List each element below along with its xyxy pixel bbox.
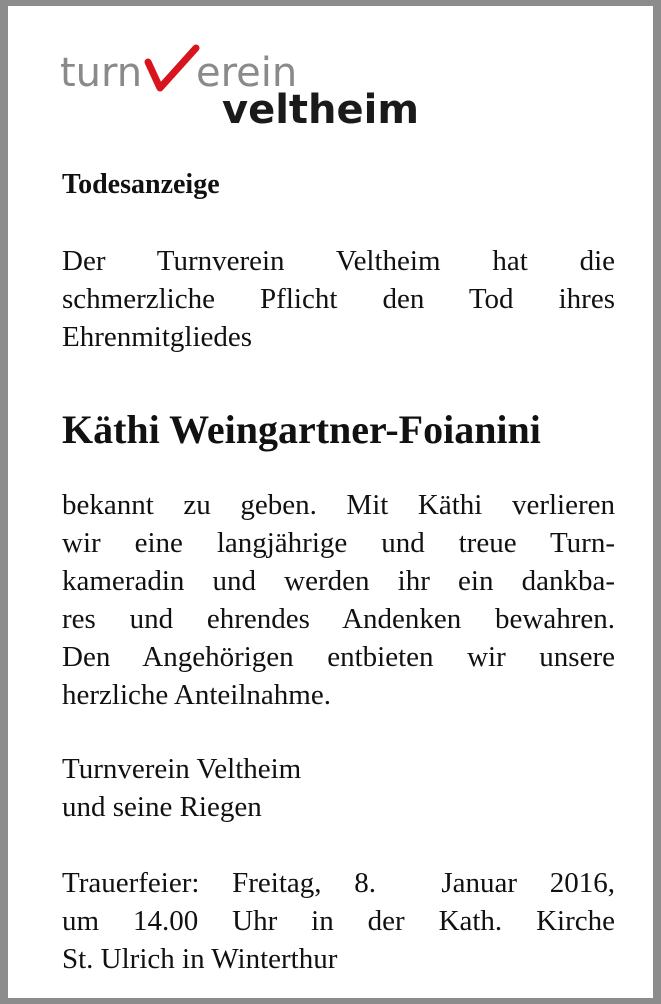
funeral-line: St. Ulrich in Winterthur [62,943,338,975]
funeral-line: Trauerfeier: Freitag, 8. Januar 2016, [62,867,615,899]
body-line: res und ehrendes Andenken bewahren. [62,603,615,635]
logo-check-mark-icon [148,48,196,88]
funeral-line: um 14.00 Uhr in der Kath. Kirche [62,905,615,937]
body-paragraph [62,486,615,714]
notice-heading: Todesanzeige [62,169,220,200]
deceased-name: Käthi Weingartner-Foianini [62,407,541,452]
body-line: herzliche Anteilnahme. [62,679,331,711]
turnverein-veltheim-logo [56,40,426,130]
intro-line: schmerzliche Pflicht den Tod ihres [62,283,615,315]
signature [62,750,615,826]
body-line: wir eine langjährige und treue Turn- [62,527,615,559]
logo-erein-text: erein [196,50,298,96]
body-line: Den Angehörigen entbieten wir unsere [62,641,615,673]
body-line: bekannt zu geben. Mit Käthi verlieren [62,489,615,521]
body-line: kameradin und werden ihr ein dankba- [62,565,615,597]
logo-veltheim-text: veltheim [222,87,420,130]
signature-line: und seine Riegen [62,791,262,823]
logo-turn-text: turn [60,50,143,96]
signature-line: Turnverein Veltheim [62,753,302,785]
intro-line: Ehrenmitgliedes [62,321,253,353]
intro-line: Der Turnverein Veltheim hat die [62,245,615,277]
funeral-details [62,864,615,978]
intro-paragraph [62,242,615,356]
